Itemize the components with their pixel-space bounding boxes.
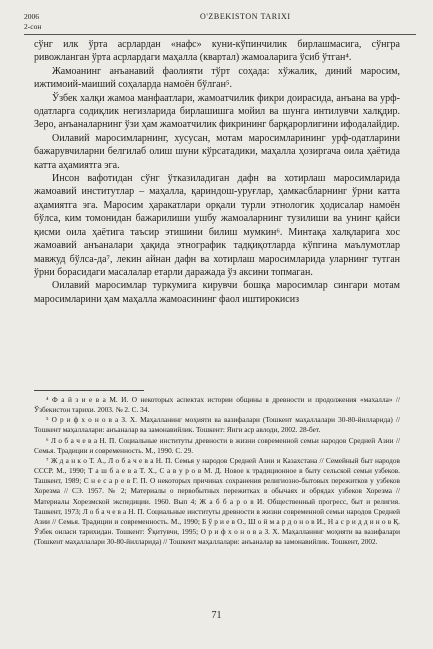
footnotes	[34, 395, 400, 547]
page-number: 71	[211, 610, 222, 621]
paragraph: Оилавий маросимлар туркумига кирувчи бошқа маросимлар сингари мотам маросимларини ҳам маҳалла жамоасининг фаол иштирокисиз	[34, 280, 400, 305]
footnote: ⁷ Ж д а н к о Т. А., Л о б а ч е в а Н. П. Семья у народов Средней Азии и Казахстана // Семейный быт народов СССР. М., 1990; Т а ш б а е в а Т. Х., С а в у р о в М. Д. Новое к традиционное в быту сельской семьи узбеков. Ташкент, 1989; С н е с а р е в Г. П. О некоторых причинах сохранения религиозно-бытовых пережитков у узбеков Хорезма // СЭ. 1957. № 2; Материалы о первобытных пережитках в обычаях и обрядах узбеков Хорезма // Материалы Хорезмской экспедиции. 1960. Вып 4; Ж а б б а р о в И. Общественный прогресс, быт и религия. Ташкент, 1973; Л о б а ч е в а Н. П. Социальные институты древности в жизни современной семьи народов Средней Азии // Семья. Традиции и современность. М., 1990; Б ў р и е в О., Ш о й м а р д о н о в И., Н а с р и д д и н о в Қ. Ўзбек оиласи тарихидан. Тошкент: Ўқитувчи, 1995; О р и ф х о н о в а З. Х. Маҳалланинг моҳияти ва вазифалари (Тошкент маҳаллалари 30-80-йилларида) // Тошкент маҳаллалари: анъаналар ва замонавийлик. Тошкент, 2002.	[34, 455, 400, 547]
footnote: ⁴ Ф а й з и е в а М. И. О некоторых аспектах истории общины в древности и продолжения «махалла» // Ўзбекистон тарихи. 2003. № 2. С. 34.	[34, 395, 400, 415]
paragraph: Оилавий маросимларнинг, хусусан, мотам маросимларининг урф-одатларини бажарувчиларни белгилаб олиш шуни кўрсатадики, маҳалла ҳозиргача оила ҳаётида катта аҳамиятга эга.	[34, 132, 400, 171]
footnote: ⁵ О р и ф х о н о в а З. Х. Маҳалланинг моҳияти ва вазифалари (Тошкент маҳаллалари 30-80-йилларида) // Тошкент маҳаллалари: анъаналар ва замонавийлик. Тошкент: Янги аср авлоди, 2002. 28-бет.	[34, 415, 400, 435]
header-year: 2006	[24, 12, 39, 21]
footnote-separator	[34, 390, 144, 391]
header-journal-title: O'ZBEKISTON TARIXI	[200, 12, 291, 21]
paragraph: Ўзбек халқи жамоа манфаатлари, жамоатчилик фикри доирасида, анъана ва урф-одатларга содиқлик негизларида бирлашишга мойил ва шунга интилувчи халқдир. Зеро, анъаналарнинг ўзи ҳам жамоатчилик фикрининг барқарорлигини ифодалайдир.	[34, 92, 400, 131]
header-issue: 2-сон	[24, 22, 42, 31]
paragraph: Инсон вафотидан сўнг ўтказиладиган дафн ва хотирлаш маросимларида жамоавий институтлар – маҳалла, қариндош-уруғлар, ҳамкасбларнинг ўрни катта аҳамиятга эга. Маросим ҳаракатлари орқали турли этнологик ҳодисалар намоён бўлса, ким томонидан бажарилиши ушбу жамоаларнинг тузилиши ва унинг қайси қисми оила ҳаётига таъсир этишини билиш мумкин⁶. Минтақа халқларига хос жамоавий анъаналари ҳақида этнографик тадқиқотларда кўпгина маълумотлар мавжуд бўлса-да⁷, лекин айнан дафн ва хотирлаш маросимларида уларнинг тутган ўрни борасидаги масалалар етарли даражада ўз аксини топмаган.	[34, 173, 400, 278]
footnote: ⁶ Л о б а ч е в а Н. П. Социальные институты древности в жизни современной семьи народов Средней Азии // Семья. Традиции и современность. М., 1990. С. 29.	[34, 435, 400, 455]
main-text	[34, 38, 400, 306]
running-header	[24, 12, 416, 35]
paragraph: Жамоанинг анъанавий фаолияти тўрт соҳада: хўжалик, диний маросим, ижтимоий-маиший соҳаларда намоён бўлган⁵.	[34, 65, 400, 91]
paragraph: сўнг илк ўрта асрлардан «нафс» куни-кўпинчилик бирлашмасига, сўнгра ривожланган ўрта асрлардаги маҳалла (квартал) жамоаларига ўсиб ўтган⁴.	[34, 39, 400, 64]
